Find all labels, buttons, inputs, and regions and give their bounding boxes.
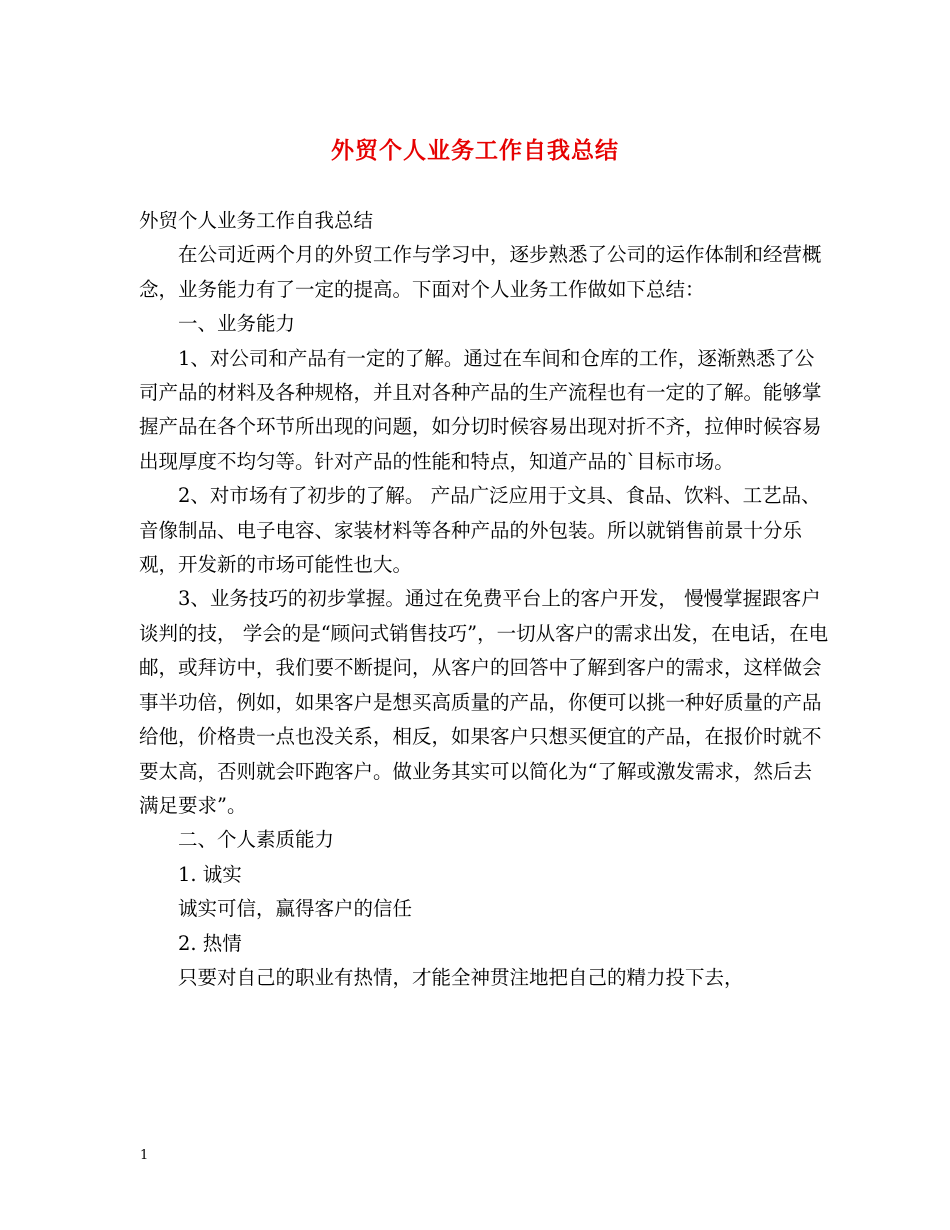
- document-title: 外贸个人业务工作自我总结: [331, 137, 619, 164]
- paragraph: 只要对自己的职业有热情，才能全神贯注地把自己的精力投下去，: [178, 965, 744, 989]
- page-number: 1: [140, 1148, 149, 1163]
- paragraph: 外贸个人业务工作自我总结: [139, 209, 374, 232]
- document-body: [139, 204, 829, 995]
- paragraph: 3、业务技巧的初步掌握。通过在免费平台上的客户开发， 慢慢掌握跟客户谈判的技， 学会的是“顾问式销售技巧”，一切从客户的需求出发，在电话，在电邮，或拜访中，我们要不断提问，从客户的回答中了解到客户的需求，这样做会事半功倍，例如，如果客户是想买高质量的产品，你便可以挑一种好质量的产品给他，价格贵一点也没关系，相反，如果客户只想买便宜的产品，在报价时就不要太高，否则就会吓跑客户。做业务其实可以简化为“了解或激发需求，然后去满足要求”。: [139, 587, 829, 817]
- section-heading: 一、业务能力: [178, 312, 296, 336]
- section-heading: 二、个人素质能力: [178, 828, 335, 852]
- paragraph: 诚实可信，赢得客户的信任: [178, 897, 413, 921]
- paragraph: 在公司近两个月的外贸工作与学习中，逐步熟悉了公司的运作体制和经营概念，业务能力有了一定的提高。下面对个人业务工作做如下总结：: [139, 243, 822, 301]
- paragraph: 2、对市场有了初步的了解。 产品广泛应用于文具、食品、饮料、工艺品、音像制品、电子电容、家装材料等各种产品的外包装。所以就销售前景十分乐观，开发新的市场可能性也大。: [139, 484, 821, 577]
- paragraph: 1、对公司和产品有一定的了解。通过在车间和仓库的工作，逐渐熟悉了公司产品的材料及各种规格，并且对各种产品的生产流程也有一定的了解。能够掌握产品在各个环节所出现的问题，如分切时候容易出现对折不齐，拉伸时候容易出现厚度不均匀等。针对产品的性能和特点，知道产品的`目标市场。: [139, 346, 822, 473]
- list-item-heading: 2. 热情: [178, 931, 242, 955]
- list-item-heading: 1. 诚实: [178, 862, 242, 886]
